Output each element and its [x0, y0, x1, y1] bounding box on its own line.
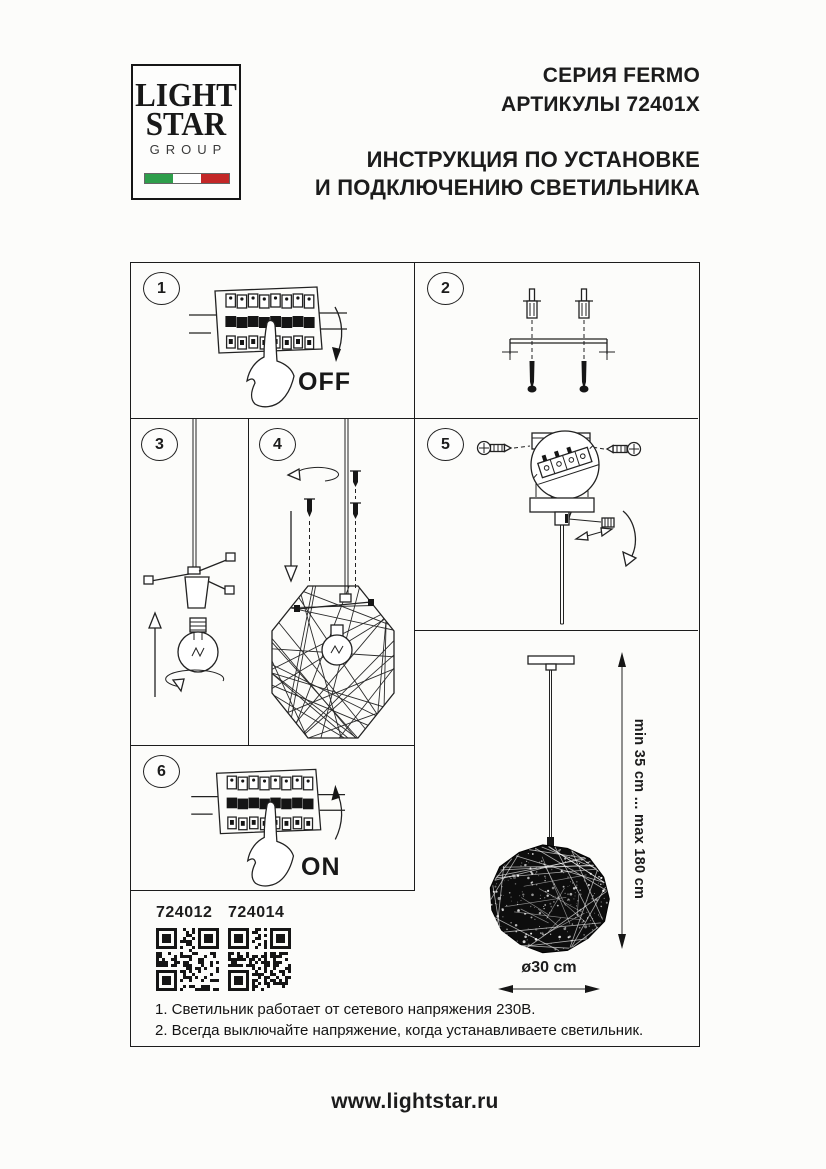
screw: [304, 499, 315, 581]
loosen-tighten-arrows: [576, 528, 612, 540]
qr-code: [156, 928, 219, 991]
italian-flag-icon: [144, 173, 230, 184]
rotate-arrow: [288, 467, 339, 481]
articles-title: АРТИКУЛЫ 72401X: [501, 93, 700, 116]
logo-word-light: LIGHT: [135, 75, 237, 114]
diameter-dimension-line: [498, 985, 600, 993]
wall-anchor: [575, 289, 593, 318]
logo-word-star: STAR: [145, 104, 227, 143]
step-4-panel: [249, 419, 415, 745]
step-number-badge: 4: [259, 428, 296, 461]
step-number-badge: 1: [143, 272, 180, 305]
on-label: ON: [301, 853, 341, 881]
rotate-arrow: [623, 511, 636, 566]
pointing-hand: [247, 321, 294, 407]
article-number: 724014: [228, 904, 285, 921]
step-3-panel: [131, 419, 249, 745]
arrow-down-head: [332, 347, 341, 362]
document-title-line1: ИНСТРУКЦИЯ ПО УСТАНОВКЕ: [366, 147, 700, 172]
qr-code: [228, 928, 291, 991]
rotate-arrow: [166, 670, 224, 691]
screw-side: [478, 442, 531, 455]
ceiling-plate: [528, 656, 574, 664]
step-5-panel: [415, 419, 698, 631]
screw: [580, 361, 589, 393]
pointing-hand: [248, 802, 294, 886]
step-1-panel: [131, 263, 415, 419]
shade-connector: [547, 837, 554, 846]
light-bulb: [178, 618, 218, 672]
screw: [350, 471, 361, 499]
bulb-installation-diagram: [131, 419, 249, 745]
step-6-panel: [131, 745, 415, 891]
series-title: СЕРИЯ FERMO: [542, 64, 700, 87]
website-url: www.lightstar.ru: [331, 1090, 499, 1113]
step-number-badge: 2: [427, 272, 464, 305]
canopy: [530, 498, 594, 512]
height-range-label: min 35 cm ... max 180 cm: [631, 718, 647, 900]
document-title-line2: И ПОДКЛЮЧЕНИЮ СВЕТИЛЬНИКА: [314, 175, 700, 200]
rod-nut: [188, 567, 200, 574]
mounting-bar: [502, 339, 615, 360]
note-1: 1. Светильник работает от сетевого напряжения 230В.: [155, 1001, 536, 1018]
step-number-badge: 5: [427, 428, 464, 461]
arrow-up: [149, 613, 161, 697]
plate-stem: [546, 664, 556, 670]
off-label: OFF: [298, 368, 351, 396]
product-724014: [228, 904, 292, 996]
faceted-sphere-shade: [490, 845, 609, 953]
screw: [528, 361, 537, 393]
arrow-down: [285, 511, 297, 581]
steps-grid: [130, 262, 700, 1047]
safety-notes: [155, 999, 715, 1041]
step-number-badge: 6: [143, 755, 180, 788]
height-dimension-line: [618, 652, 626, 949]
product-articles: [156, 904, 292, 996]
pendant-lamp-drawing: [415, 631, 698, 1045]
flag-green-stripe: [145, 174, 173, 183]
wall-anchor: [523, 289, 541, 318]
product-724012: [156, 904, 220, 996]
lightstar-logo: [131, 64, 241, 200]
logo-word-group: GROUP: [149, 142, 228, 157]
step-number-badge: 3: [141, 428, 178, 461]
note-2: 2. Всегда выключайте напряжение, когда устанавливаете светильник.: [155, 1022, 644, 1039]
socket-spider-arms: [144, 553, 235, 608]
document-title: [315, 146, 700, 202]
diameter-label: ø30 cm: [521, 959, 577, 976]
screw-side: [592, 443, 641, 456]
screw: [350, 503, 361, 591]
step-2-panel: [415, 263, 698, 419]
flag-white-stripe: [173, 174, 201, 183]
shade-assembly-diagram: [249, 419, 415, 745]
arrow-down-curve: [335, 307, 342, 355]
flag-red-stripe: [201, 174, 229, 183]
set-screw: [565, 514, 568, 523]
article-number: 724012: [156, 904, 213, 921]
header: [315, 64, 700, 202]
lamp-dimensions-panel: [415, 631, 698, 1045]
grub-screw-icon: [602, 518, 614, 527]
